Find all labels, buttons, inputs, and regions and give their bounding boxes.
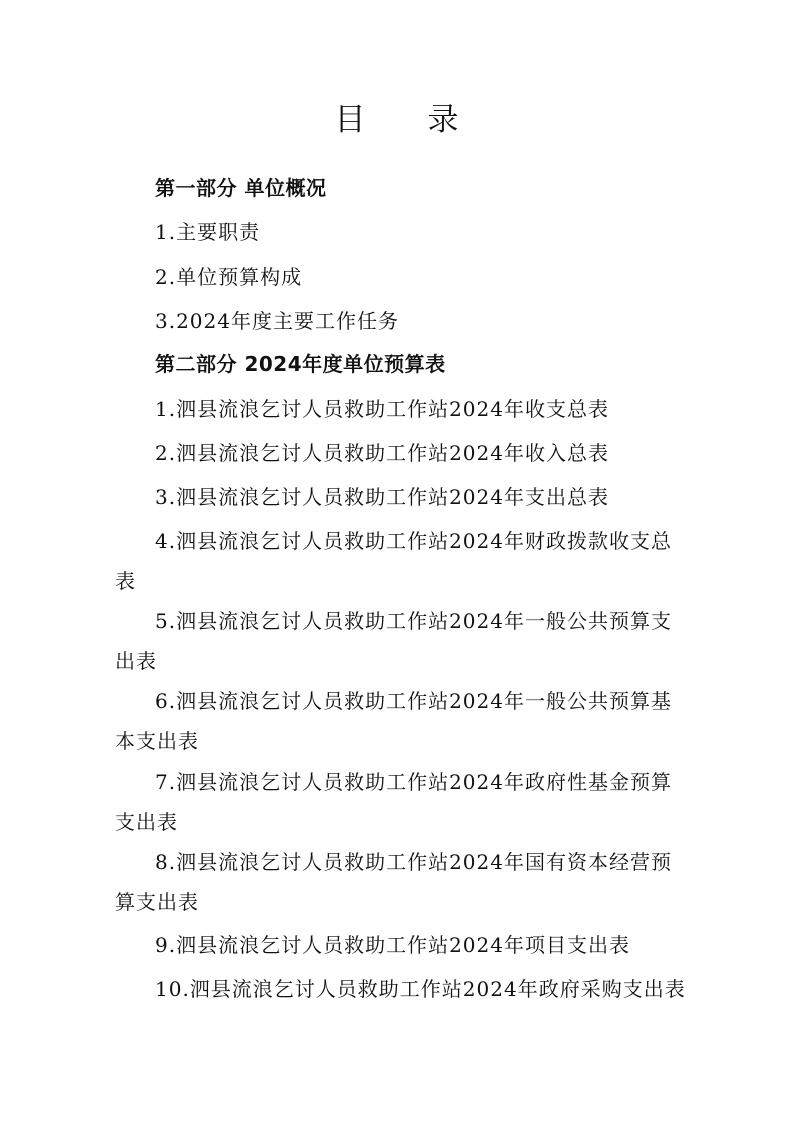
toc-item: 3.泗县流浪乞讨人员救助工作站2024年支出总表 <box>155 485 609 509</box>
toc-item: 2.泗县流浪乞讨人员救助工作站2024年收入总表 <box>155 441 609 465</box>
toc-item: 3.2024年度主要工作任务 <box>155 309 399 333</box>
toc-item: 4.泗县流浪乞讨人员救助工作站2024年财政拨款收支总表 <box>115 529 672 593</box>
toc-item: 6.泗县流浪乞讨人员救助工作站2024年一般公共预算基本支出表 <box>115 689 672 753</box>
toc-item: 1.主要职责 <box>155 220 261 244</box>
toc-item: 8.泗县流浪乞讨人员救助工作站2024年国有资本经营预算支出表 <box>115 850 672 914</box>
part2-heading: 第二部分 2024年度单位预算表 <box>155 352 446 376</box>
toc-item: 10.泗县流浪乞讨人员救助工作站2024年政府采购支出表 <box>155 977 686 1001</box>
toc-item: 7.泗县流浪乞讨人员救助工作站2024年政府性基金预算支出表 <box>115 770 672 834</box>
toc-item: 1.泗县流浪乞讨人员救助工作站2024年收支总表 <box>155 397 609 421</box>
part1-heading: 第一部分 单位概况 <box>155 176 327 200</box>
toc-item: 5.泗县流浪乞讨人员救助工作站2024年一般公共预算支出表 <box>115 609 672 673</box>
toc-item: 9.泗县流浪乞讨人员救助工作站2024年项目支出表 <box>155 933 630 957</box>
page-title: 目录 <box>334 102 521 138</box>
toc-item: 2.单位预算构成 <box>155 265 303 289</box>
